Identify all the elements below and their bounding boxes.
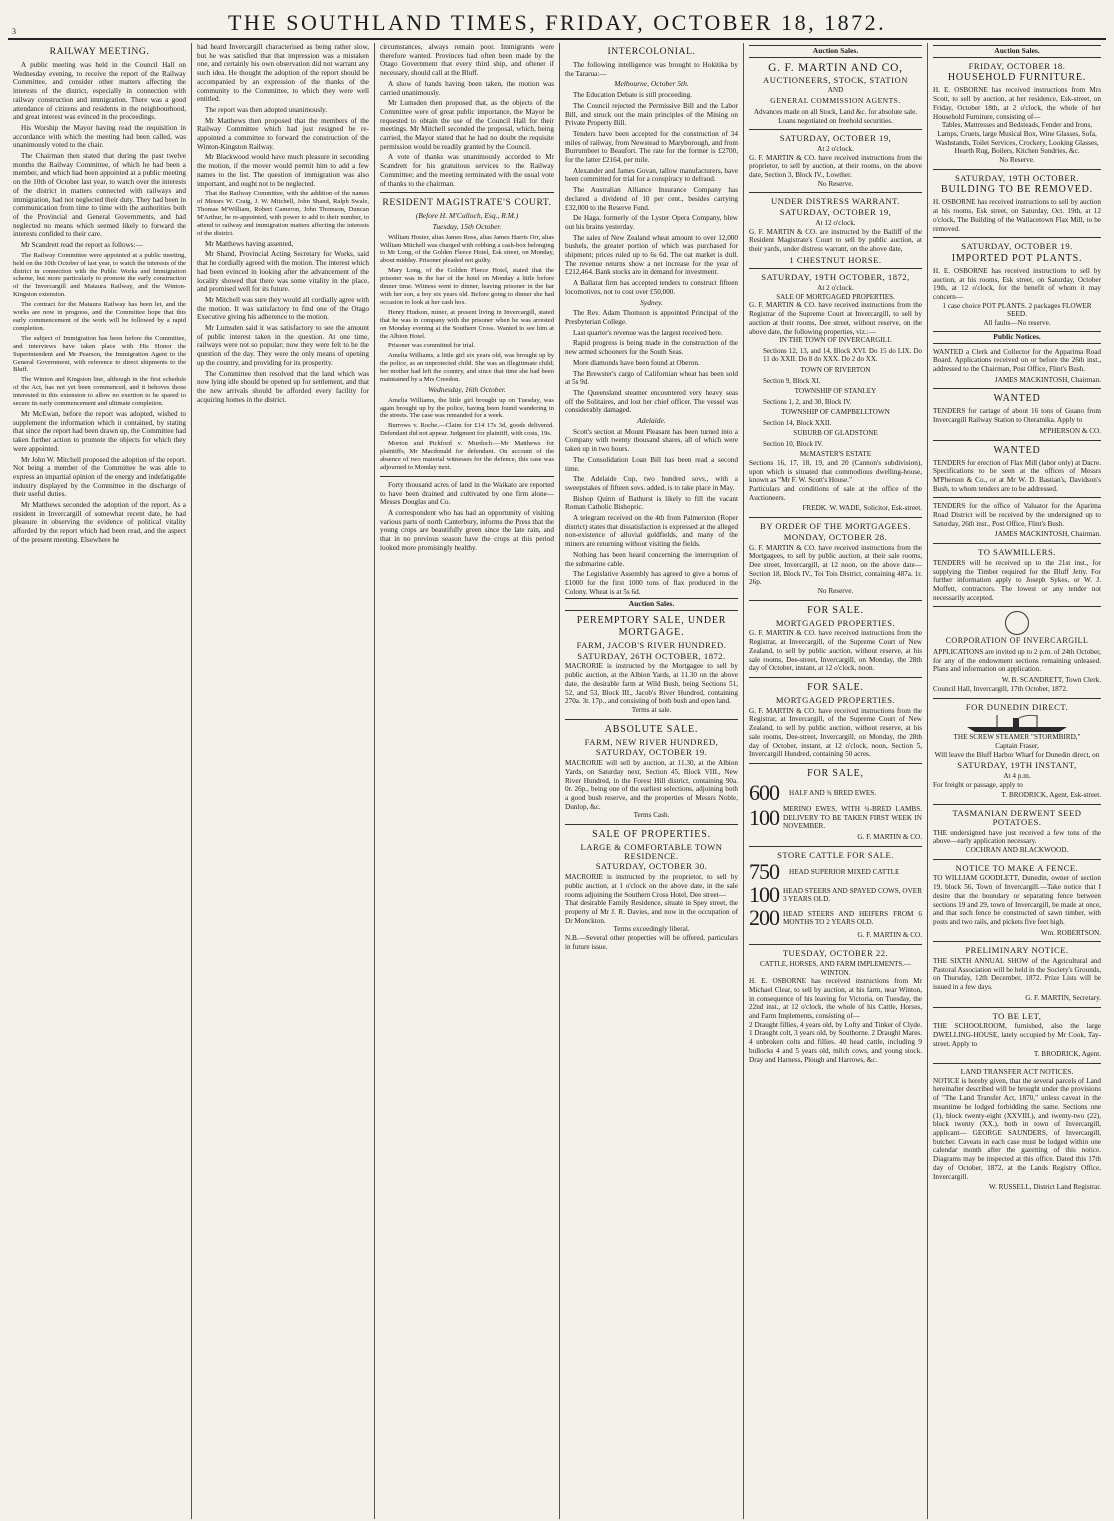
- ad-title: SALE OF PROPERTIES.: [592, 829, 711, 841]
- railway-meeting-heading: RAILWAY MEETING.: [49, 46, 150, 57]
- ad-reserve: No Reserve.: [999, 156, 1035, 165]
- notice-title: FOR DUNEDIN DIRECT.: [965, 701, 1069, 712]
- news-item: The Rev. Adam Thomson is appointed Principal of the Presbyterian College.: [565, 309, 738, 326]
- ad-time: At 2 o'clock.: [817, 144, 854, 153]
- ship-name: THE SCREW STEAMER "STORMBIRD,": [953, 733, 1081, 742]
- ad-line: Loans negotiated on freehold securities.: [778, 116, 893, 125]
- column-2: [192, 43, 375, 1519]
- article-paragraph: A correspondent who has had an opportunity of visiting various parts of north Canterbury, informs the Press that the young crops are beautifully green since the late rain, and that in no previous season have the crops at this period looked more promisingly healthy.: [380, 508, 554, 552]
- ad-subtitle: FARM, JACOB'S RIVER HUNDRED.: [576, 640, 727, 651]
- auction-sales-label: Auction Sales.: [933, 45, 1101, 58]
- dateline: Melbourne, October 5th.: [614, 79, 689, 89]
- ad-section-head: TOWNSHIP OF STANLEY: [794, 386, 877, 395]
- ad-signature: G. F. MARTIN & CO.: [857, 833, 922, 842]
- article-paragraph: Mr Blackwood would have much pleasure in seconding the motion, if the mover would permit him to add a few names to the list. The question of immigration was also important, and ought not to be neglected.: [197, 153, 369, 188]
- column-6: [928, 43, 1106, 1519]
- court-paragraph: Amelia Williams, a little girl six years old, was brought up by the police, as an unprotected child. She was an illegitimate child; her mother had left the country, and since that time she had been maintained by a Mrs Creedon.: [380, 352, 554, 384]
- ad-section-head: SUBURB OF GLADSTONE: [793, 429, 878, 438]
- notice-signature: T. BRODRICK, Agent, Esk-street.: [1001, 791, 1101, 800]
- ad-date: SATURDAY, OCTOBER 19,: [779, 207, 892, 218]
- notice-body: THE SIXTH ANNUAL SHOW of the Agricultural and Pastoral Association will be held in the Society's Grounds, on Thursday, 12th December, 1872. Prize Lists will be issued in a few days.: [933, 957, 1101, 992]
- ad-body: G. F. MARTIN & CO. have received instructions from the proprietor, to sell by auction, at their rooms, on the above date, Section 3, Block IV., Lowther.: [749, 153, 922, 180]
- notice: [933, 502, 1101, 539]
- notice-signature: JAMES MACKINTOSH, Chairman.: [994, 530, 1101, 539]
- divider: [749, 517, 922, 518]
- stock-line: [749, 805, 922, 831]
- news-item: The Brewster's cargo of Californian wheat has been sold at 5s 9d.: [565, 369, 738, 387]
- article-paragraph: A show of hands having been taken, the motion was carried unanimously.: [380, 79, 554, 97]
- divider: [380, 476, 554, 477]
- news-item: The sales of New Zealand wheat amount to over 12,000 bushels, the greater portion of which was purchased for shipment; prices ruled up to 6s 6d. The oat market is dull. The revenue returns show a net increase for the year of £212,464. Bank stocks are in demand for investment.: [565, 233, 738, 277]
- ad-item: 1 CHESTNUT HORSE.: [789, 254, 882, 265]
- stock-desc: MERINO EWES, WITH ¾-BRED LAMBS. DELIVERY TO BE TAKEN FIRST WEEK IN NOVEMBER.: [783, 804, 922, 831]
- news-item: The Education Debate is still proceeding.: [573, 91, 692, 100]
- notice-body: For freight or passage, apply to: [933, 780, 1023, 789]
- article-paragraph: Mr John W. Mitchell proposed the adoption of the report. Not being a member of the Committee he was able to express an impartial opinion of the energy and indefatigable industry displayed by the Committee in the discharge of their useful duties.: [13, 455, 186, 499]
- dateline: Sydney.: [640, 297, 663, 307]
- corporation-seal-icon: [1005, 611, 1029, 635]
- ad-date: MONDAY, OCTOBER 28.: [783, 531, 888, 542]
- article-paragraph: Mr Shand, Provincial Acting Secretary for Works, said that he cordially agreed with the motion. The interest which had been evinced in looking after the advancement of the locality showed that there was some vitality in the place, and promised well for its future.: [197, 250, 369, 294]
- ad-subtitle: GENERAL COMMISSION AGENTS.: [770, 96, 901, 106]
- article-paragraph: The Chairman then stated that during the past twelve months the Railway Committee, of which he had been a member, and which had been appointed at a public meeting on the 10th of October last year, to watch over the interests of the district in matters connected with railways and immigration, had not neglected their duty. They had been in communication from time to time with the authorities both of the Provincial and General Governments, and had neglected no means which seemed likely to forward the interests confided to their care.: [13, 152, 186, 239]
- ad-title: FOR SALE,: [807, 767, 864, 779]
- article-paragraph: Forty thousand acres of land in the Waikato are reported to have been drained and cultivated by one firm alone—Messrs Douglas and Co.: [380, 480, 554, 507]
- notice-body: THE SCHOOLROOM, furnished, also the large DWELLING-HOUSE, lately occupied by Mr Cook, Tay-street. Apply to: [933, 1022, 1101, 1048]
- ad-date: SATURDAY, OCTOBER 19,: [779, 133, 892, 144]
- notice-title: PRELIMINARY NOTICE.: [965, 945, 1069, 956]
- ad-time: At 2 o'clock.: [817, 284, 854, 293]
- divider: [933, 543, 1101, 544]
- ad-date: SATURDAY, 19TH OCTOBER, 1872,: [761, 272, 910, 283]
- divider: [380, 192, 554, 193]
- notice: [933, 809, 1101, 855]
- divider: [565, 719, 738, 720]
- property-list: Sections 12, 13, and 14, Block XVI. Do 15 do LIX. Do 11 do XXII. Do 8 do XXX. Do 2 do XX.: [763, 346, 922, 364]
- notice-body: TENDERS will be received up to the 21st inst., for supplying the Timber required for the Bluff Jetty. For further information apply to Joseph Sykes, or W. J. Moffett, contractors. The lowest or any tender not necessarily accepted.: [933, 558, 1101, 602]
- notice: [933, 1068, 1101, 1192]
- notice-body: TO WILLIAM GOODLETT, Dunedin, owner of section 19, block 56, Town of Invercargill.—Take notice that I desire that the boundary or separating fence between sections 19 and 29, town of Invercargill, be made at once, and that such fence be constructed of sawn timber, with posts and two rails, and pickets five feet high.: [933, 874, 1101, 926]
- ad-signature: FREDK. W. WADE, Solicitor, Esk-street.: [802, 504, 922, 513]
- report-paragraph: The subject of Immigration has been before the Committee, and interviews have taken place with His Honor the Superintendent and Mr Pearson, the Immigration Agent to the General Government, with reference to direct shipments to the Bluff.: [13, 334, 186, 374]
- divider: [749, 600, 922, 601]
- article-paragraph: Mr Lumsden then proposed that, as the objects of the Committee were of great public importance, the Mayor be requested to obtain the use of the Council Hall for their meetings. Mr Mitchell seconded the proposal, which, being carried, the Mayor stated that he had no doubt the requisite permission would be readily granted by the Council.: [380, 99, 554, 151]
- news-item: De Haga, formerly of the Lyster Opera Company, blew out his brains yesterday.: [565, 214, 738, 231]
- ad-subtitle: AUCTIONEERS, STOCK, STATION: [763, 74, 908, 85]
- column-4: [560, 43, 744, 1519]
- ad-date: FRIDAY, OCTOBER 18.: [968, 60, 1066, 71]
- advertisement: [565, 615, 738, 715]
- ad-body: H. E. OSBORNE has received instructions from Mrs Scott, to sell by auction, at her residence, Esk-street, on Friday, October 18th, at 2 o'clock, the whole of her Household Furniture, consisting of—: [933, 86, 1101, 121]
- ad-section-head: McMASTER'S ESTATE: [799, 450, 872, 459]
- ad-title: BUILDING TO BE REMOVED.: [941, 184, 1093, 196]
- court-paragraph: Burrows v. Roche.—Claim for £14 17s 3d, goods delivered. Defendant did not appear. Judgment for plaintiff, with costs, 19s.: [380, 422, 554, 438]
- stock-line: [749, 907, 922, 929]
- advertisement: [749, 197, 922, 264]
- ad-terms: Terms Cash.: [633, 811, 670, 820]
- ad-note: N.B.—Several other properties will be offered, particulars in future issue.: [565, 934, 738, 951]
- notice-body: TENDERS for the office of Valuator for the Aparima Road District will be received by the undersigned up to Saturday, 26th inst., Post Office, Flint's Bush.: [933, 502, 1101, 528]
- court-paragraph: Morton and Pickford v. Murdoch.—Mr Matthews for plaintiffs, Mr Macdonald for defendant. On account of the absence of two material witnesses for the defence, this case was adjourned to Monday next.: [380, 440, 554, 471]
- article-paragraph: Mr Scandrett read the report as follows:—: [21, 241, 143, 250]
- ad-terms: Terms exceedingly liberal.: [613, 925, 690, 934]
- notice-signature: JAMES MACKINTOSH, Chairman.: [994, 375, 1101, 384]
- court-date: Tuesday, 15th October.: [432, 221, 502, 231]
- advertisement: [933, 242, 1101, 328]
- notice-signature: T. BRODRICK, Agent.: [1033, 1050, 1101, 1059]
- notice-body: NOTICE is hereby given, that the several parcels of Land hereinafter described will be brought under the provisions of "The Land Transfer Act, 1870," unless caveat in the meantime be lodged forbidding the same. Sections one (1), block twenty-eight (XXVIII.), and twenty-two (22), block twenty (XX.), both in town of Invercargill, applicant— GEORGE SAUNDERS, of Invercargill, butcher. Caveats in each case must be lodged within one calendar month after the gazetting of this notice. Diagrams may be inspected at this office. Dated this 17th day of October, 1872, at the Lands Registry Office, Invercargill.: [933, 1076, 1101, 1181]
- notice-title: CORPORATION OF INVERCARGILL: [945, 636, 1089, 646]
- article-paragraph: Mr Mitchell was sure they would all cordially agree with the motion. It was satisfactory to find one of the Otago Executive giving his adherence to the motion.: [197, 295, 369, 322]
- stock-desc: HEAD STEERS AND SPAYED COWS, OVER 3 YEARS OLD.: [783, 886, 922, 904]
- ad-date: SATURDAY, 26TH OCTOBER, 1872.: [577, 650, 726, 661]
- news-item: The Queensland steamer encountered very heavy seas off the Solitaires, and lost her chief officer. The vessel was considerably damaged.: [565, 388, 738, 415]
- notice: [933, 393, 1101, 435]
- ad-subtitle: LARGE & COMFORTABLE TOWN RESIDENCE.: [580, 842, 723, 861]
- advertisement: [749, 134, 922, 188]
- divider: [749, 677, 922, 678]
- ad-title: HOUSEHOLD FURNITURE.: [947, 72, 1087, 84]
- advertisement: [749, 851, 922, 940]
- court-paragraph: William Hosier, alias James Ross, alias James Harris Orr, alias William Mitchell was charged with robbing a cash-box belonging to Mr Long, of the Golden Fleece Hotel, Esk street, on Monday, about midday. Prisoner pleaded not guilty.: [380, 233, 554, 265]
- divider: [749, 944, 922, 945]
- divider: [749, 129, 922, 130]
- resolution-paragraph: That the Railway Committee, with the addition of the names of Messrs W. Craig, J. W. Mitchell, John Shand, Ralph Swale, Thomas M'William, Robert Cameron, John Thomson, Duncan M'Arthur, be re-appointed, with power to add to their number, to attend to railway and immigration matters affecting the interests of the district.: [197, 190, 369, 237]
- property-list: Section 14, Block XXII.: [763, 418, 832, 427]
- ad-terms: Terms at sale.: [631, 706, 672, 714]
- news-item: More diamonds have been found at Oberon.: [573, 358, 700, 367]
- news-item: The Adelaide Cup, two hundred sovs., with a sweepstakes of fifteen sovs. added, is to take place in May.: [565, 475, 738, 492]
- ad-date: SATURDAY, OCTOBER 30.: [595, 861, 708, 872]
- article-paragraph: had heard Invercargill characterised as being rather slow, but he was satisfied that that impression was a mistaken one, and certainly his own observation did not warrant any such idea. He thought the adoption of the report should be accompanied by an expression of the thanks of the community to the Committee, to which they were well entitled.: [197, 43, 369, 104]
- divider: [933, 606, 1101, 607]
- ad-section-head: IN THE TOWN OF INVERCARGILL: [779, 336, 892, 345]
- ad-line: Advances made on all Stock, Land &c. for absolute sale.: [753, 107, 918, 116]
- ad-title: G. F. MARTIN AND CO,: [768, 61, 903, 74]
- property-list: Section 10, Block IV.: [763, 439, 823, 448]
- advertisement: [749, 522, 922, 596]
- report-paragraph: The contract for the Mataura Railway has been let, and the works are now in progress, and the Committee hope that this early commencement of the work will be followed by a rapid completion.: [13, 301, 186, 332]
- masthead: [8, 6, 1106, 40]
- notice: [933, 611, 1101, 693]
- divider: [933, 941, 1101, 942]
- advertisement: [933, 174, 1101, 234]
- court-heading: RESIDENT MAGISTRATE'S COURT.: [382, 197, 552, 209]
- ad-reserve: No Reserve.: [817, 179, 854, 188]
- article-paragraph: Mr Matthews having assented,: [205, 239, 294, 248]
- stock-count: 600: [749, 779, 779, 805]
- column-3: [375, 43, 560, 1519]
- ad-subtitle: CATTLE, HORSES, AND FARM IMPLEMENTS.—WINTON.: [760, 959, 911, 977]
- news-item: The Australian Alliance Insurance Company has declared a dividend of 10 per cent., besides carrying £32,000 to the Reserve Fund.: [565, 186, 738, 212]
- stock-line: [749, 779, 922, 805]
- notice-time: At 4 p.m.: [1003, 772, 1031, 781]
- advertisement: [933, 62, 1101, 165]
- divider: [933, 388, 1101, 389]
- divider: [933, 1007, 1101, 1008]
- news-item: A telegram received on the 4th from Palmerston (Roper district) states that dissatisfaction is expressed at the alleged non-existence of alluvial goldfields, and many of the miners are returning without visiting the fields.: [565, 514, 738, 549]
- article-paragraph: A vote of thanks was unanimously accorded to Mr Scandrett for his gratuitous services to the Railway Committee; and the meeting terminated with the usual vote of thanks to the chairman.: [380, 153, 554, 188]
- article-paragraph: A public meeting was held in the Council Hall on Wednesday evening, to receive the report of the Railway Committee, and consider other matters affecting the interests of the district, especially in connection with railway construction and immigration. There was a good attendance of citizens and residents in the neighbourhood, and great interest was evinced in the proceedings.: [13, 61, 186, 122]
- stock-desc: HALF AND ¾ BRED EWES.: [789, 788, 877, 797]
- ad-subtitle: MORTGAGED PROPERTIES.: [775, 617, 896, 628]
- ad-body: MACRORIE is instructed by the Mortgagee to sell by public auction, at the Albion Yards, at 11.30 on the above date, the desirable farm at Wild Bush, being Sections 51, 52, and 53, Block III., Jacob's River Hundred, containing 270a. 3r. 17p., and consisting of both bush and open land.: [565, 662, 738, 706]
- notice: [933, 548, 1101, 602]
- column-1: [8, 43, 192, 1519]
- ad-signature: G. F. MARTIN & CO.: [857, 931, 922, 940]
- ad-body: H. E. OSBORNE has received instructions from Mr Michael Clear, to sell by auction, at his farm, near Winton, in consequence of his leaving for Victoria, on Tuesday, the 22nd inst., at 12 o'clock, the whole of his Cattle, Horses, and Farm Implements, consisting of—: [749, 977, 922, 1021]
- notice-signature: W. B. SCANDRETT, Town Clerk.: [1001, 676, 1101, 685]
- corporation-seal-row: [933, 611, 1101, 635]
- ship-captain: Captain Fraser,: [995, 741, 1039, 750]
- ad-title: IMPORTED POT PLANTS.: [951, 252, 1083, 264]
- article-paragraph: circumstances, always remain poor. Immigrants were therefore wanted. Provinces had often been made by the Otago Government that every third ship, and oftener if necessary, should call at the Bluff.: [380, 43, 554, 78]
- article-paragraph: The Committee then resolved that the land which was now lying idle should be opened up for settlement, and that the new arrivals should be afforded every facility for acquiring homes in the district.: [197, 369, 369, 404]
- court-paragraph: Amelia Williams, the little girl brought up on Tuesday, was again brought up by the police, having been found wandering in the streets. The case was remanded for a week.: [380, 396, 554, 420]
- ad-list: 2 Draught fillies, 4 years old, by Lofty and Tinker of Clyde. 1 Draught colt, 3 years old, by Southorne. 2 Draught Mares. 4 unbroken colts and fillies. 40 head cattle, including 9 bullocks 4 and 5 years old, milch cows, and young stock. Dray and Harness, Plough and Harrows, &c.: [749, 1020, 922, 1064]
- ad-body: MACRORIE is instructed by the proprietor, to sell by public auction, at 1 o'clock on the above date, in the sale rooms adjoining the Southern Cross Hotel, Dee street—: [565, 873, 738, 899]
- notice-title: LAND TRANSFER ACT NOTICES.: [960, 1067, 1074, 1077]
- notice-title: TASMANIAN DERWENT SEED POTATOES.: [952, 808, 1082, 827]
- ad-title: UNDER DISTRESS WARRANT.: [771, 196, 900, 207]
- ad-date: SATURDAY, OCTOBER 19.: [961, 241, 1073, 252]
- court-subheading: (Before H. M'Culloch, Esq., R.M.): [415, 211, 519, 221]
- notice-title: TO SAWMILLERS.: [978, 547, 1056, 558]
- advertisement: [749, 273, 922, 513]
- auction-sales-label: Auction Sales.: [565, 598, 738, 611]
- notice-signature: M'PHERSON & CO.: [1039, 426, 1101, 435]
- ad-reserve: All faults—No reserve.: [983, 319, 1051, 328]
- divider: [749, 846, 922, 847]
- ad-subtitle: SALE OF MORTGAGED PROPERTIES.: [776, 292, 895, 301]
- property-list: Section 9, Block XI.: [763, 376, 821, 385]
- ad-time: At 12 o'clock.: [815, 218, 856, 227]
- news-item: Rapid progress is being made in the construction of the new armed schooners for the South Seas.: [565, 339, 738, 357]
- ad-body: G. F. MARTIN & CO. have received instructions from the Registrar of the Supreme Court at Invercargill, to sell by auction at their rooms, Dee street, without reserve, on the above date, the following properties, viz.:—: [749, 301, 922, 336]
- intercolonial-heading: INTERCOLONIAL.: [607, 46, 696, 57]
- stock-desc: HEAD SUPERIOR MIXED CATTLE: [789, 868, 900, 877]
- notice: [933, 1012, 1101, 1060]
- news-item: The Legislative Assembly has agreed to give a bonus of £1000 for the first 1000 tons of flax produced in the Colony. Wheat is at 5s 6d.: [565, 570, 738, 596]
- ad-date: SATURDAY, OCTOBER 19.: [595, 747, 708, 758]
- stock-desc: HEAD STEERS AND HEIFERS FROM 6 MONTHS TO 2 YEARS OLD.: [783, 909, 922, 927]
- ad-body: Particulars and conditions of sale at the office of the Auctioneers.: [749, 485, 922, 502]
- stock-count: 200: [749, 905, 779, 931]
- news-item: The Consolidation Loan Bill has been read a second time.: [565, 455, 738, 473]
- divider: [933, 169, 1101, 170]
- ad-subtitle: FARM, NEW RIVER HUNDRED,: [584, 736, 719, 747]
- notice-place: Council Hall, Invercargill, 17th October, 1872.: [933, 684, 1068, 693]
- article-paragraph: The report was then adopted unanimously.: [205, 105, 328, 114]
- notice-date: SATURDAY, 19TH INSTANT,: [957, 760, 1077, 771]
- stock-count: 100: [749, 804, 779, 830]
- ad-title: FOR SALE.: [807, 682, 864, 693]
- ad-title: FOR SALE.: [807, 604, 864, 616]
- news-item: Alexander and James Govan, tallow manufacturers, have been committed for trial for a conspiracy to defraud.: [565, 166, 738, 184]
- ad-body: H. OSBORNE has received instructions to sell by auction at his rooms, Esk street, on Saturday, Oct. 19th, at 12 o'clock, The Building of the Wallacetown Flax Mill, to be removed.: [933, 198, 1101, 233]
- divider: [933, 237, 1101, 238]
- steamer-icon: [933, 713, 1101, 733]
- notice-signature: COCHRAN AND BLACKWOOD.: [965, 846, 1069, 854]
- stock-count: 100: [749, 882, 779, 908]
- notice-body: TENDERS for cartage of about 16 tons of Guano from Invercargill Railway Station to Oteramika. Apply to: [933, 407, 1101, 425]
- divider: [933, 440, 1101, 441]
- court-paragraph: Mary Long, of the Golden Fleece Hotel, stated that the prisoner was in the bar of the hotel on Monday a little before dinner time. Witness went to dinner, leaving prisoner in the bar with her son, a boy six years old. Before going to dinner she had occasion to look at her cash box.: [380, 267, 554, 306]
- ad-reserve: No Reserve.: [817, 587, 854, 596]
- article-paragraph: Mr Matthews then proposed that the members of the Railway Committee which had just resigned be re-appointed a committee to forward the construction of the Winton-Kingston Railway.: [197, 116, 369, 151]
- advertisement: [749, 768, 922, 842]
- stock-line: [749, 884, 922, 906]
- notice-title: TO BE LET,: [992, 1010, 1042, 1021]
- auction-sales-label: Auction Sales.: [749, 45, 922, 58]
- report-paragraph: The Winton and Kingston line, although in the first schedule of the Act, has not yet been commenced, and it behoves those interested in this extension to allow no exertion to be spared to secure its early commencement and ultimate completion.: [13, 376, 186, 408]
- advertisement: [565, 829, 738, 951]
- news-item: The Council rejected the Permissive Bill and the Labor Bill, and struck out the main principles of the Mining on Private Property Bill.: [565, 101, 738, 128]
- ad-subtitle: MORTGAGED PROPERTIES.: [775, 695, 896, 705]
- divider: [933, 859, 1101, 860]
- stock-line: [749, 861, 922, 883]
- notice: [933, 946, 1101, 1002]
- advertisement: [749, 605, 922, 673]
- notice-body: APPLICATIONS are invited up to 2 p.m. of 24th October, for any of the endowment sections remaining unleased. Plans and information on application.: [933, 648, 1101, 674]
- ad-title: STORE CATTLE FOR SALE.: [777, 849, 894, 860]
- ad-title: PEREMPTORY SALE, UNDER MORTGAGE.: [576, 615, 727, 639]
- advertisement: [565, 724, 738, 820]
- news-item: Tenders have been accepted for the construction of 34 miles of railway, from Newstead to Maryborough, and from Burrumbeet to Beaufort. The rate for the former is £2700, for the latter £2164, per mile.: [565, 129, 738, 165]
- ad-body: Sections 16, 17, 18, 19, and 20 (Cannon's subdivision), upon which is situated that commodious dwelling-house, known as "Mr F. W. Scott's House.": [749, 458, 922, 485]
- ad-list: 1 case choice POT PLANTS. 2 packages FLOWER SEED.: [942, 301, 1092, 319]
- news-item: Nothing has been heard concerning the interruption of the submarine cable.: [565, 550, 738, 568]
- notice-body: TENDERS for erection of Flax Mill (labor only) at Dacre. Specifications to be seen at the offices of Messrs M'Pherson & Co., or at Mr W. D. Bastian's, Davidson's Bush, to whom tenders are to be addressed.: [933, 458, 1101, 493]
- court-paragraph: Prisoner was committed for trial.: [388, 342, 475, 350]
- notice-body: Will leave the Bluff Harbor Wharf for Dunedin direct, on: [934, 750, 1100, 759]
- divider: [933, 804, 1101, 805]
- ad-body: MACRORIE will sell by auction, at 11.30, at the Albion Yards, on Saturday next, Section 45, Block VIII., New River Hundred, in the Forest Hill district, containing 90a. 0r. 26p., being one of the earliest selections, adjoining both a good bush reserve, and the properties of Messrs Noble, Dunlop, &c.: [565, 759, 738, 811]
- divider: [933, 1063, 1101, 1064]
- advertisement: [749, 949, 922, 1064]
- advertisement: [749, 682, 922, 759]
- news-item: Scott's section at Mount Pleasant has been turned into a Company with twenty thousand shares, all of which were taken up in two hours.: [565, 427, 738, 454]
- stock-count: 750: [749, 859, 779, 885]
- ad-section-head: TOWNSHIP OF CAMPBELLTOWN: [781, 408, 890, 417]
- notice-body: WANTED a Clerk and Collector for the Apparima Road Board. Applications received on or before the 26th inst., addressed to the Chairman, Post Office, Flint's Bush.: [933, 347, 1101, 373]
- article-paragraph: His Worship the Mayor having read the requisition in accordance with which the meeting had been called, was unanimously voted to the chair.: [13, 123, 186, 150]
- news-item: A Ballarat firm has accepted tenders to construct fifteen locomotives, not to cost over £50,000.: [565, 279, 738, 296]
- ad-title: BY ORDER OF THE MORTGAGEES.: [760, 521, 911, 532]
- dateline: Adelaide.: [637, 416, 666, 426]
- ad-date: TUESDAY, OCTOBER 22.: [782, 948, 889, 959]
- column-5: [744, 43, 928, 1519]
- article-paragraph: Mr Lumsden said it was satisfactory to see the amount of public interest taken in the question. At one time, railways were not so popular; now they were felt to be the question of the day. They were the only means of opening up the country, and providing for its prosperity.: [197, 324, 369, 367]
- notice: [933, 348, 1101, 385]
- newspaper-title: THE SOUTHLAND TIMES, FRIDAY, OCTOBER 18, 1872.: [227, 10, 887, 35]
- notice: [933, 703, 1101, 801]
- article-paragraph: The following intelligence was brought to Hokitika by the Tararua:—: [565, 61, 738, 78]
- ad-body: G. F. MARTIN & CO. have received instructions from the Mortgagees, to sell by public auction, at their sale rooms, Dee street, Invercargill, at 12 noon, on the above date— Section 18, Block IV., Toi Tois District, containing 487a. 1r. 26p.: [749, 543, 922, 587]
- notice-title: WANTED: [993, 393, 1041, 405]
- notice-title: NOTICE TO MAKE A FENCE.: [955, 862, 1079, 873]
- court-date: Wednesday, 16th October.: [428, 384, 506, 394]
- ad-conj: AND: [827, 86, 844, 95]
- notice: [933, 864, 1101, 938]
- property-list: Sections 1, 2, and 30, Block IV.: [763, 397, 852, 406]
- divider: [933, 698, 1101, 699]
- ad-section-head: TOWN OF RIVERTON: [800, 365, 871, 374]
- news-item: Last quarter's revenue was the largest received here.: [573, 328, 723, 337]
- page-number: 3: [12, 27, 16, 36]
- notice-signature: W. RUSSELL, District Land Registrar.: [988, 1183, 1101, 1192]
- divider: [749, 192, 922, 193]
- news-item: Bishop Quinn of Bathurst is likely to fill the vacant Roman Catholic Bishopric.: [565, 494, 738, 512]
- report-paragraph: The Railway Committee were appointed at a public meeting, held on the 10th October of last year, to watch the interests of the district in connection with the Public Works and Immigration scheme, but more particularly to promote the early construction of the Invercargill and Mataura Railway, and the Winton-Kingston extension.: [13, 251, 186, 299]
- divider: [565, 824, 738, 825]
- ad-date: SATURDAY, 19TH OCTOBER.: [954, 172, 1080, 183]
- notice-signature: G. F. MARTIN, Secretary.: [1025, 993, 1101, 1002]
- notice-signature: Wm. ROBERTSON.: [1040, 928, 1101, 937]
- advertisement: [749, 62, 922, 126]
- notice: [933, 445, 1101, 494]
- ad-body: G. F. MARTIN & CO. are instructed by the Bailiff of the Resident Magistrate's Court to sell by public auction, at their yards, under distress warrant, on the above date,: [749, 227, 922, 253]
- columns: [8, 43, 1106, 1519]
- article-paragraph: Mr McEwan, before the report was adopted, wished to supplement the information which it contained, by stating that since the report had been drawn up, the Committee had taken further action to promote the objects for which they were appointed.: [13, 409, 186, 453]
- court-paragraph: Henry Hudson, miner, at present living in Invercargill, stated that he was in company with the prisoner when he was arrested on Monday evening at the Southern Cross. Wanted to see him at the Albion Hotel.: [380, 308, 554, 340]
- divider: [749, 268, 922, 269]
- notice-title: WANTED: [993, 444, 1041, 456]
- ad-body: That desirable Family Residence, situate in Spey street, the property of Mr J. R. Davies, and now in the occupation of Dr Monckton.: [565, 899, 738, 925]
- ad-body: G. F. MARTIN & CO. have received instructions from the Registrar, at Invercargill, of the Supreme Court of New Zealand, to sell by public auction, without reserve, at his sale rooms, Dee-street, Invercargill, on Monday, the 28th day of October, instant, at 12 o'clock, noon, Section 5, Invercargill Hundred, containing 50 acres.: [749, 706, 922, 759]
- divider: [933, 497, 1101, 498]
- public-notices-label: Public Notices.: [933, 331, 1101, 344]
- article-paragraph: Mr Matthews seconded the adoption of the report. As a resident in Invercargill of somewhat recent date, he had pleasure in observing the evidence of political vitality afforded by the report which had been read, and the aspect of the present meeting. Elsewhere he: [13, 501, 186, 544]
- ad-body: H. E. OSBORNE has received instructions to sell by auction, at his rooms, Esk street, on Saturday, October 19th, at 12 o'clock, for the benefit of whom it may concern—: [933, 266, 1101, 302]
- notice-body: THE undersigned have just received a few tons of the above—early application necessary.: [933, 828, 1101, 846]
- ad-title: ABSOLUTE SALE.: [604, 723, 699, 735]
- ad-body: G. F. MARTIN & CO. have received instructions from the Registrar, at Invercargill, of the Supreme Court of New Zealand, to sell by public auction, without reserve, at his sale rooms, Dee-street, Invercargill, on Monday, the 28th day of October, instant, at 12 o'clock, noon.: [749, 629, 922, 673]
- ad-list: Tables, Mattresses and Bedsteads, Fender and Irons, Lamps, Cruets, large Musical Box, Wine Glasses, Sofa, Washstands, Toilet Services, Crockery, Looking Glasses, Hearth Rug, Boilers, Kitchen Sundries, &c.: [935, 121, 1099, 156]
- divider: [749, 763, 922, 764]
